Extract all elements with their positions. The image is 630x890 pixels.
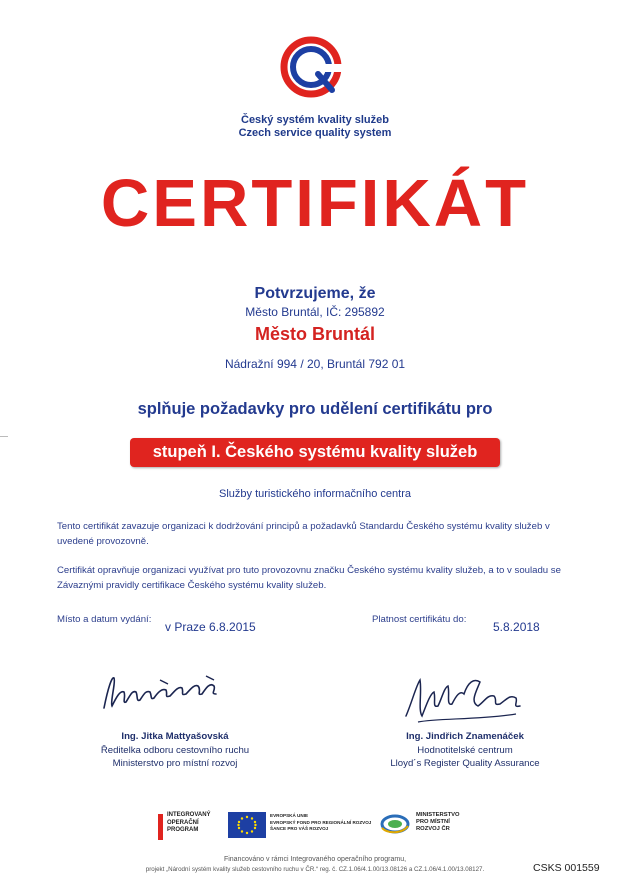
iop-logo-bar (158, 814, 163, 840)
paragraph-entitlement: Certifikát opravňuje organizaci využívat pro tuto provozovnu značku Českého systému kvality služeb, a to v souladu se Závaznými pravidly certifikace Českého systému kvality služeb. (57, 565, 561, 591)
certification-level: stupeň I. Českého systému kvality služeb (130, 438, 500, 467)
eu-text: EVROPSKÁ UNIE EVROPSKÝ FOND PRO REGIONÁLNÍ ROZVOJ ŠANCE PRO VÁŠ ROZVOJ (270, 813, 372, 831)
org-name-en: Czech service quality system (238, 127, 392, 139)
signatory-1-institution: Ministerstvo pro místní rozvoj (112, 758, 238, 769)
paragraph-obligation: Tento certifikát zavazuje organizaci k dodržování principů a požadavků Standardu Českého systému kvality služeb v uvedené provozovně. (57, 521, 550, 547)
signatory-2-role: Hodnotitelské centrum (417, 744, 513, 756)
validity-value: 5.8.2018 (493, 620, 540, 634)
issue-place-value: v Praze 6.8.2015 (165, 620, 256, 634)
recipient-id: Město Bruntál, IČ: 295892 (245, 305, 385, 319)
project-note: projekt „Národní systém kvality služeb cestovního ruchu v ČR.“ reg. č. CZ.1.06/4.1.00/13.08126 a CZ.1.06/4.1.00/13.08127. (145, 866, 485, 873)
signature-znamenacek (398, 672, 528, 728)
signatory-2-name: Ing. Jindřich Znamenáček (406, 731, 524, 742)
confirm-text: Potvrzujeme, že (254, 285, 376, 302)
signatory-2 (350, 730, 580, 771)
funding-note: Financováno v rámci Integrovaného operačního programu, (223, 856, 407, 863)
signatory-1-role: Ředitelka odboru cestovního ruchu (100, 744, 250, 756)
iop-logo-text: INTEGROVANÝ OPERAČNÍ PROGRAM (167, 812, 211, 833)
signature-mattyasovska (98, 668, 238, 716)
issue-place-label: Místo a datum vydání: (57, 614, 152, 625)
scan-edge-mark (0, 436, 8, 437)
certificate-code: CSKS 001559 (533, 862, 600, 874)
recipient-name: Město Bruntál (254, 324, 375, 344)
signatory-1 (60, 730, 290, 771)
mmr-text: MINISTERSTVO PRO MÍSTNÍ ROZVOJ ČR (416, 812, 460, 832)
validity-label: Platnost certifikátu do: (372, 614, 467, 625)
csks-q-logo (278, 34, 344, 100)
org-name-cz: Český systém kvality služeb (241, 114, 389, 126)
iop-logo (158, 812, 218, 842)
mmr-logo (380, 812, 410, 836)
requirement-statement: splňuje požadavky pro udělení certifikátu pro (137, 400, 493, 418)
signatory-1-name: Ing. Jitka Mattyašovská (121, 731, 229, 742)
eu-flag-icon (228, 812, 266, 838)
signatory-2-institution: Lloyd´s Register Quality Assurance (390, 758, 540, 769)
service-name: Služby turistického informačního centra (219, 488, 411, 500)
recipient-address: Nádražní 994 / 20, Bruntál 792 01 (224, 357, 406, 371)
certificate-title: CERTIFIKÁT (100, 166, 530, 241)
